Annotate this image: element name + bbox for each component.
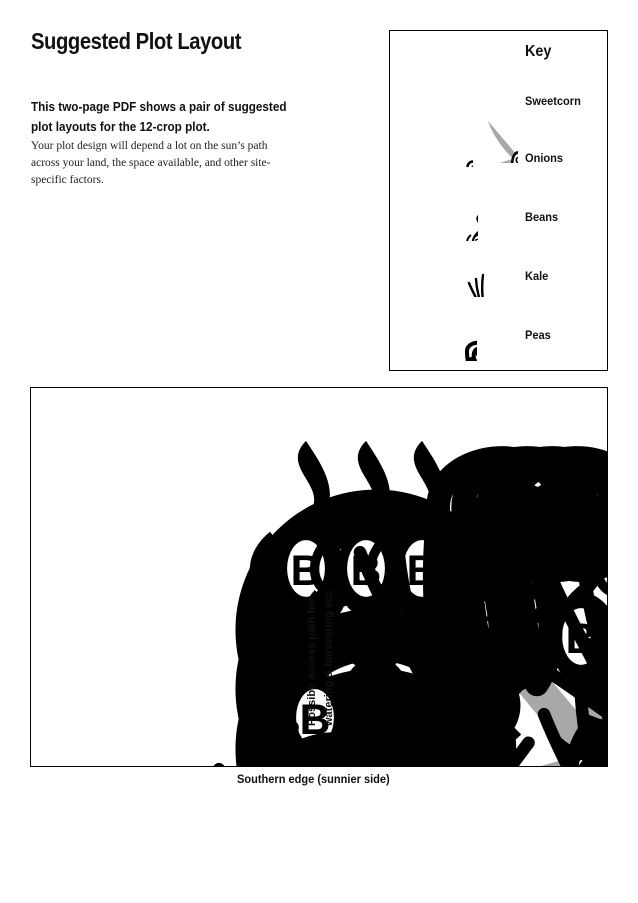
key-title: Key — [525, 43, 552, 60]
key-panel — [389, 30, 608, 371]
key-label-sweetcorn: Sweetcorn — [525, 94, 581, 108]
access-path-label-line2: watering & harvesting etc. — [323, 589, 335, 726]
southern-edge-caption: Southern edge (sunnier side) — [237, 772, 390, 786]
onion-icon — [453, 147, 473, 167]
access-path-label-line1: Possiblr access path for — [306, 598, 318, 726]
pea-icon — [449, 315, 477, 361]
kale-icon — [441, 243, 485, 297]
bean-icon — [448, 181, 478, 241]
page-title: Suggested Plot Layout — [31, 28, 242, 54]
access-path-label — [304, 589, 338, 726]
body-paragraph: Your plot design will depend a lot on the sun’s path across your land, the space available, and other site-specific factors. — [31, 140, 271, 186]
key-label-kale: Kale — [525, 269, 549, 283]
key-label-peas: Peas — [525, 328, 551, 342]
key-label-beans: Beans — [525, 210, 559, 224]
lead-paragraph: This two-page PDF shows a pair of suggested plot layouts for the 12-crop plot. — [31, 99, 287, 134]
key-label-onions: Onions — [525, 151, 564, 165]
